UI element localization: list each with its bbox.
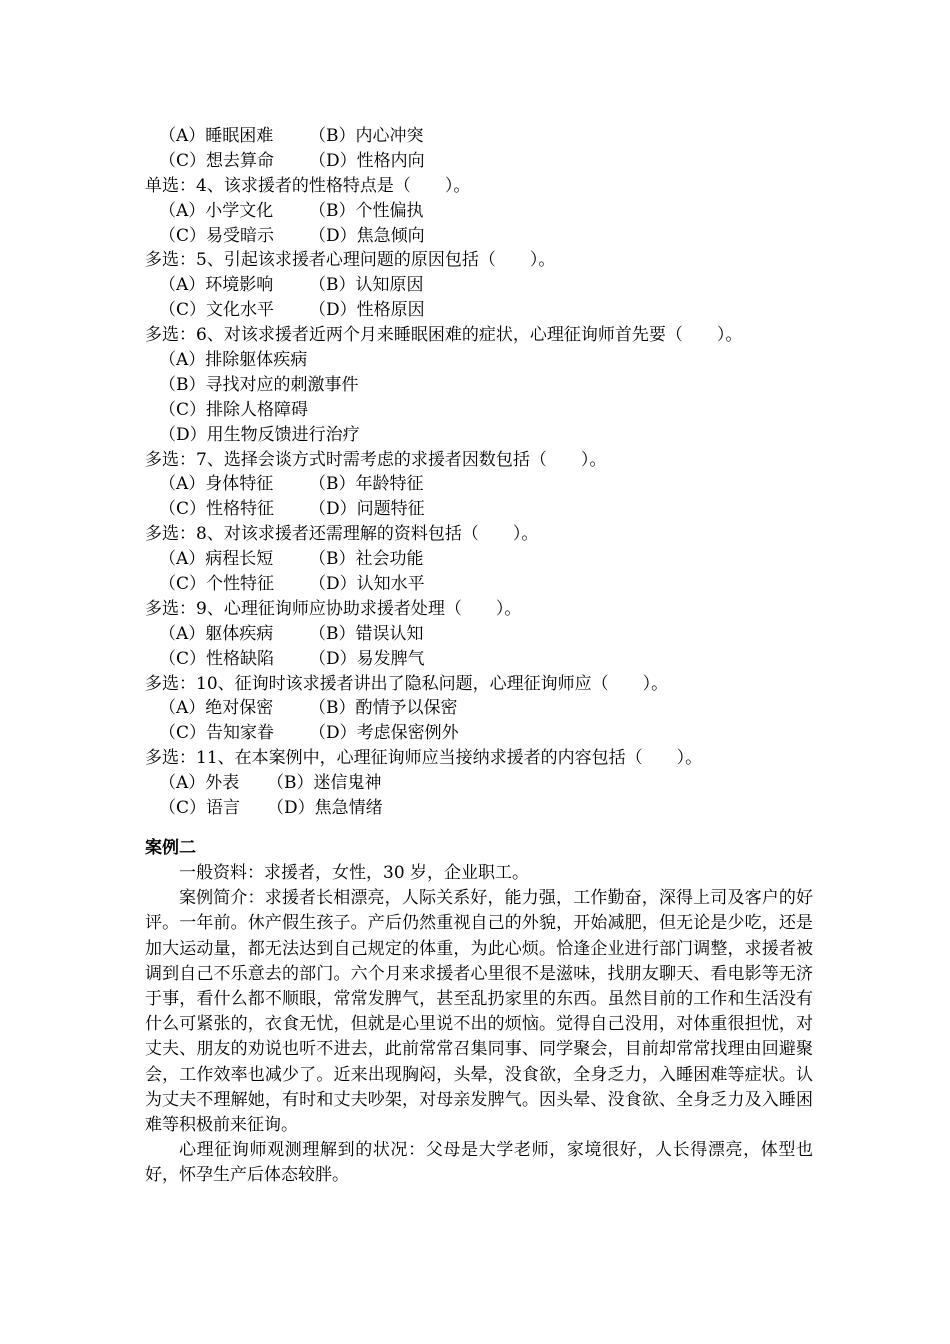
option-b: （B）社会功能: [309, 549, 424, 570]
option-c: （C）想去算命: [159, 150, 275, 171]
question-5: 多选：5、引起该求援者心理问题的原因包括（ ）。: [145, 250, 556, 271]
option-c: （C）告知家眷: [159, 723, 275, 744]
option-c: （C）语言: [159, 798, 241, 819]
option-b: （B）寻找对应的刺激事件: [159, 374, 359, 395]
option-a: （A）病程长短: [159, 549, 274, 570]
option-d: （D）认知水平: [309, 574, 425, 595]
option-c: （C）性格缺陷: [159, 648, 275, 669]
question-7-options-row-1: [145, 472, 813, 497]
option-b: （B）迷信鬼神: [267, 773, 382, 794]
question-11: 多选：11、在本案例中，心理征询师应当接纳求援者的内容包括（ ）。: [145, 748, 703, 769]
option-d: （D）考虑保密例外: [309, 723, 459, 744]
question-3-options-row-1: [145, 124, 813, 149]
question-7: 多选：7、选择会谈方式时需考虑的求援者因数包括（ ）。: [145, 449, 607, 470]
question-5-options-row-2: [145, 298, 813, 323]
option-d: （D）性格原因: [309, 300, 425, 321]
option-b: （B）错误认知: [309, 623, 424, 644]
question-11-options-row-2: [145, 796, 813, 821]
option-d: （D）焦急情绪: [267, 798, 383, 819]
option-c: （C）性格特征: [159, 499, 275, 520]
question-11-options-row-1: [145, 771, 813, 796]
question-9: 多选：9、心理征询师应协助求援者处理（ ）。: [145, 598, 522, 619]
question-3-options-row-2: [145, 149, 813, 174]
question-4-options-row-1: [145, 199, 813, 224]
option-a: （A）小学文化: [159, 200, 274, 221]
option-c: （C）文化水平: [159, 300, 275, 321]
option-a: （A）外表: [159, 773, 240, 794]
option-d: （D）问题特征: [309, 499, 425, 520]
question-7-options-row-2: [145, 497, 813, 522]
option-b: （B）认知原因: [309, 275, 424, 296]
question-8-options-row-1: [145, 547, 813, 572]
option-b: （B）个性偏执: [309, 200, 424, 221]
question-9-options-row-2: [145, 647, 813, 672]
option-b: （B）内心冲突: [309, 126, 424, 146]
option-c: （C）个性特征: [159, 574, 275, 595]
question-6: 多选：6、对该求援者近两个月来睡眠困难的症状，心理征询师首先要（ ）。: [145, 325, 743, 346]
question-8-options-row-2: [145, 572, 813, 597]
option-a: （A）绝对保密: [159, 698, 274, 719]
case-2-heading: 案例二: [145, 837, 196, 858]
option-b: （B）酌情予以保密: [309, 698, 458, 719]
option-c: （C）易受暗示: [159, 225, 275, 246]
option-a: （A）躯体疾病: [159, 623, 274, 644]
option-c: （C）排除人格障碍: [159, 399, 309, 420]
option-d: （D）焦急倾向: [309, 225, 425, 246]
question-10-options-row-1: [145, 696, 813, 721]
question-5-options-row-1: [145, 273, 813, 298]
option-a: （A）环境影响: [159, 275, 274, 296]
question-4-options-row-2: [145, 224, 813, 249]
document-content: [145, 124, 813, 1189]
option-d: （D）用生物反馈进行治疗: [159, 424, 360, 445]
option-a: （A）身体特征: [159, 474, 274, 495]
question-8: 多选：8、对该求援者还需理解的资料包括（ ）。: [145, 524, 539, 545]
case-2-observation: 心理征询师观测理解到的状况：父母是大学老师，家境很好，人长得漂亮，体型也好，怀孕生产后体态较胖。: [145, 1140, 813, 1186]
option-a: （A）排除躯体疾病: [159, 350, 308, 371]
option-a: （A）睡眠困难: [159, 126, 274, 146]
option-d: （D）性格内向: [309, 150, 425, 171]
option-d: （D）易发脾气: [309, 648, 425, 669]
question-4: 单选：4、该求援者的性格特点是（ ）。: [145, 175, 471, 196]
question-9-options-row-1: [145, 622, 813, 647]
question-10: 多选：10、征询时该求援者讲出了隐私问题，心理征询师应（ ）。: [145, 673, 669, 694]
question-10-options-row-2: [145, 721, 813, 746]
case-2-general-info: 一般资料：求援者，女性，30 岁，企业职工。: [179, 862, 530, 883]
option-b: （B）年龄特征: [309, 474, 424, 495]
case-2-introduction: 案例简介：求援者长相漂亮，人际关系好，能力强，工作勤奋，深得上司及客户的好评。一年前。休产假生孩子。产后仍然重视自己的外貌，开始减肥，但无论是少吃，还是加大运动量，都无法达到自己规定的体重，为此心烦。恰逢企业进行部门调整，求援者被调到自己不乐意去的部门。六个月来求援者心里很不是滋味，找朋友聊天、看电影等无济于事，看什么都不顺眼，常常发脾气，甚至乱扔家里的东西。虽然目前的工作和生活没有什么可紧张的，衣食无忧，但就是心里说不出的烦恼。觉得自己没用，对体重很担忧，对丈夫、朋友的劝说也听不进去，此前常常召集同事、同学聚会，目前却常常找理由回避聚会，工作效率也减少了。近来出现胸闷，头晕，没食欲，全身乏力，入睡困难等症状。认为丈夫不理解她，有时和丈夫吵架，对母亲发脾气。因头晕、没食欲、全身乏力及入睡困难等积极前来征询。: [145, 888, 813, 1135]
